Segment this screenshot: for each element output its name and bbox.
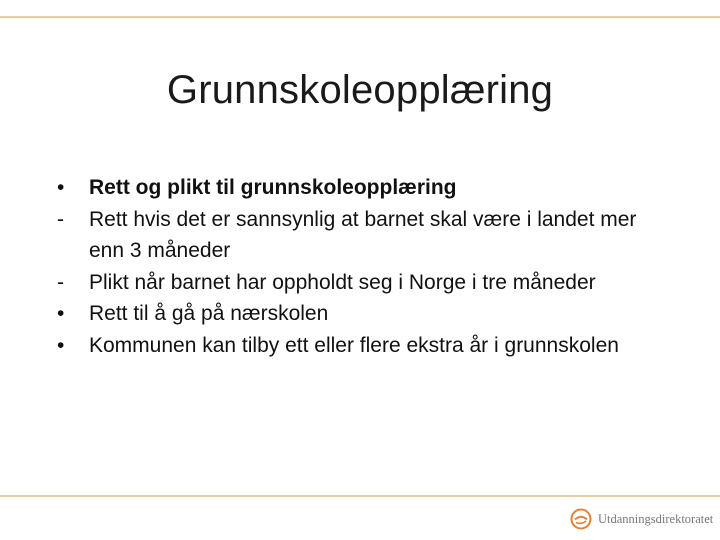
list-item [57,172,657,204]
list-item [57,267,657,299]
list-item [57,298,657,330]
dash-marker: - [57,270,64,294]
slide-title: Grunnskoleopplæring [166,68,554,112]
list-item-text: Kommunen kan tilby ett eller flere ekstra år i grunnskolen [89,333,619,357]
bullet-marker: • [57,333,65,357]
top-divider [0,16,720,18]
list-item-text: Rett til å gå på nærskolen [89,302,329,325]
list-item [57,204,657,267]
bottom-divider [0,495,720,497]
bullet-marker: • [57,302,65,325]
logo-text: Utdanningsdirektoratet [598,511,714,526]
list-item-text: Rett hvis det er sannsynlig at barnet skal være i landet mer enn 3 måneder [89,207,637,262]
list-item [57,330,657,362]
list-item-text: Rett og plikt til grunnskoleopplæring [89,176,457,199]
footer-logo [570,506,713,532]
dash-marker: - [57,207,64,231]
bullet-list [57,172,657,361]
bullet-marker: • [57,176,65,199]
list-item-text: Plikt når barnet har oppholdt seg i Norge i tre måneder [89,270,596,294]
utdanningsdirektoratet-logo-icon [570,508,592,530]
